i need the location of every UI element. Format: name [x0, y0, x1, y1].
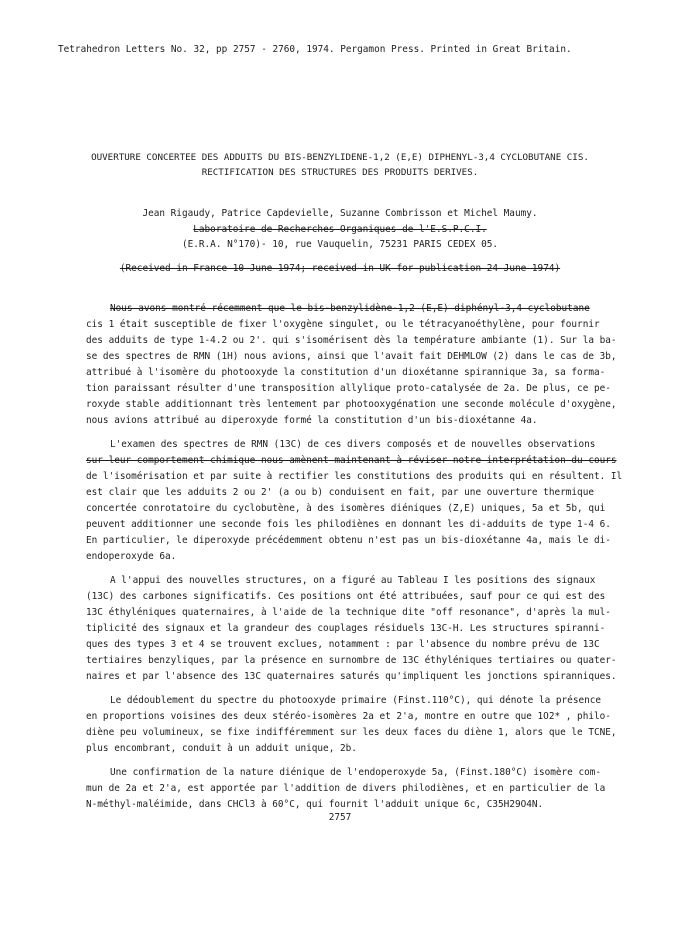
- paragraph-line: Nous avons montré récemment que le bis-benzylidène-1,2 (E,E) diphényl-3,4 cyclobutane: [110, 303, 590, 314]
- paragraph-line: 13C éthyléniques quaternaires, à l'aide de la technique dite "off resonance", d'après la mul-: [86, 607, 611, 618]
- paragraph-line: attribué à l'isomère du photooxyde la constitution d'un dioxétanne spirannique 3a, sa forma-: [86, 367, 606, 378]
- paragraph-line: tion paraissant résulter d'une transposition allylique proto-catalysée de 2a. De plus, ce pe-: [86, 383, 611, 394]
- paragraph-line: naires et par l'absence des 13C quaternaires saturés qu'impliquent les jonctions spiranniques.: [86, 671, 617, 682]
- authors: Jean Rigaudy, Patrice Capdevielle, Suzanne Combrisson et Michel Maumy.: [142, 208, 538, 219]
- paragraph-line: concertée conrotatoire du cyclobutène, à des isomères diéniques (Z,E) uniques, 5a et 5b, qui: [86, 503, 606, 514]
- affiliation-line-2: (E.R.A. N°170)- 10, rue Vauquelin, 75231 PARIS CEDEX 05.: [181, 239, 499, 250]
- paragraph-line: des adduits de type 1-4.2 ou 2'. qui s'isomérisent dès la température ambiante (1). Sur la ba-: [86, 335, 617, 346]
- paragraph-line: de l'isomérisation et par suite à rectifier les constitutions des produits qui en résultent. Il: [86, 471, 623, 482]
- paragraph-line: Le dédoublement du spectre du photooxyde primaire (Finst.110°C), qui dénote la présence: [110, 695, 602, 706]
- paragraph-line: tiplicité des signaux et la grandeur des couplages résiduels 13C-H. Les structures spiranni-: [86, 623, 606, 634]
- paragraph-line: sur leur comportement chimique nous amènent maintenant à réviser notre interprétation du cours: [86, 455, 617, 466]
- paragraph-line: nous avions attribué au diperoxyde formé la constitution d'un bis-dioxétanne 4a.: [86, 415, 538, 426]
- journal-header: Tetrahedron Letters No. 32, pp 2757 - 2760, 1974. Pergamon Press. Printed in Great Britain.: [58, 44, 572, 55]
- received-line: (Received in France 10 June 1974; received in UK for publication 24 June 1974): [119, 263, 561, 274]
- paragraph-line: A l'appui des nouvelles structures, on a figuré au Tableau I les positions des signaux: [110, 575, 596, 586]
- paragraph-line: En particulier, le diperoxyde précédemment obtenu n'est pas un bis-dioxétanne 4a, mais le di-: [86, 535, 611, 546]
- paragraph-line: peuvent additionner une seconde fois les philodiènes en donnant les di-adduits de type 1-4 6.: [86, 519, 611, 530]
- paragraph-line: N-méthyl-maléimide, dans CHCl3 à 60°C, qui fournit l'adduit unique 6c, C35H29O4N.: [86, 799, 544, 810]
- paragraph-line: diène peu volumineux, se fixe indifféremment sur les deux faces du diène 1, alors que le TCNE,: [86, 727, 617, 738]
- paragraph-line: en proportions voisines des deux stéréo-isomères 2a et 2'a, montre en outre que 1O2* , philo-: [86, 711, 611, 722]
- paragraph-line: endoperoxyde 6a.: [86, 551, 177, 562]
- article-title-line-1: OUVERTURE CONCERTEE DES ADDUITS DU BIS-BENZYLIDENE-1,2 (E,E) DIPHENYL-3,4 CYCLOBUTANE CIS.: [91, 152, 589, 163]
- article-title-line-2: RECTIFICATION DES STRUCTURES DES PRODUITS DERIVES.: [201, 167, 479, 178]
- paragraph-line: roxyde stable additionnant très lentement par photooxygénation une seconde molécule d'oxygène,: [86, 399, 617, 410]
- paragraph-line: ques des types 3 et 4 se trouvent exclues, notamment : par l'absence du nombre prévu de 13C: [86, 639, 600, 650]
- paragraph-line: L'examen des spectres de RMN (13C) de ces divers composés et de nouvelles observations: [110, 439, 596, 450]
- paragraph-line: cis 1 était susceptible de fixer l'oxygène singulet, ou le tétracyanoéthylène, pour fournir: [86, 319, 600, 330]
- paragraph-line: plus encombrant, conduit à un adduit unique, 2b.: [86, 743, 357, 754]
- page-number: 2757: [328, 812, 352, 823]
- paragraph-line: est clair que les adduits 2 ou 2' (a ou b) conduisent en fait, par une ouverture thermique: [86, 487, 594, 498]
- paragraph-line: Une confirmation de la nature diénique de l'endoperoxyde 5a, (Finst.180°C) isomère com-: [110, 767, 602, 778]
- paragraph-line: se des spectres de RMN (1H) nous avions, ainsi que l'avait fait DEHMLOW (2) dans le cas de 3b,: [86, 351, 617, 362]
- affiliation-line-1: Laboratoire de Recherches Organiques de l'E.S.P.C.I.: [193, 224, 487, 235]
- paragraph-line: tertiaires benzyliques, par la présence en surnombre de 13C éthyléniques tertiaires ou quater-: [86, 655, 617, 666]
- paragraph-line: mun de 2a et 2'a, est apportée par l'addition de divers philodiènes, et en particulier de la: [86, 783, 606, 794]
- paragraph-line: (13C) des carbones significatifs. Ces positions ont été attribuées, sauf pour ce qui est des: [86, 591, 606, 602]
